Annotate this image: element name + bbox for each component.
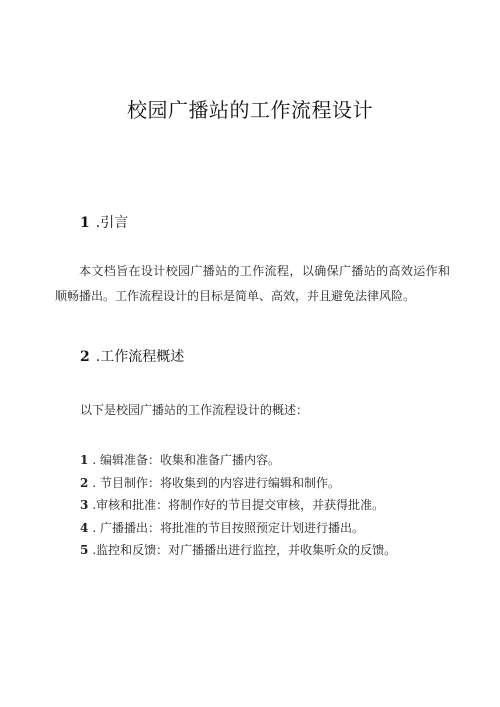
section-title: .引言 [95, 215, 129, 231]
section-heading-introduction [80, 212, 128, 232]
list-item [80, 494, 396, 517]
document-title: 校园广播站的工作流程设计 [127, 98, 373, 122]
step-text: . 编辑准备：收集和准备广播内容。 [92, 453, 280, 467]
step-number: 1 [80, 453, 89, 467]
workflow-overview-paragraph: 以下是校园广播站的工作流程设计的概述： [80, 403, 309, 417]
introduction-paragraph: 本文档旨在设计校园广播站的工作流程，以确保广播站的高效运作和顺畅播出。工作流程设计的目标是简单、高效，并且避免法律风险。 [55, 264, 450, 303]
step-number: 3 [80, 498, 89, 513]
step-text: .审核和批准：将制作好的节目提交审核，并获得批准。 [92, 498, 385, 513]
section-title: .工作流程概述 [95, 349, 185, 365]
list-item [80, 517, 396, 540]
step-text: .监控和反馈：对广播播出进行监控，并收集听众的反馈。 [92, 543, 397, 558]
list-item [80, 449, 396, 472]
step-text: . 广播播出：将批准的节目按照预定计划进行播出。 [92, 520, 364, 535]
step-number: 5 [80, 543, 89, 558]
workflow-steps-list [80, 449, 396, 562]
section-number: 2 [80, 349, 90, 365]
step-number: 2 [80, 475, 89, 490]
list-item [80, 472, 396, 495]
step-number: 4 [80, 520, 89, 535]
list-item [80, 539, 396, 562]
section-number: 1 [80, 215, 90, 231]
section-heading-workflow-overview [80, 346, 184, 366]
step-text: . 节目制作：将收集到的内容进行编辑和制作。 [92, 475, 340, 490]
